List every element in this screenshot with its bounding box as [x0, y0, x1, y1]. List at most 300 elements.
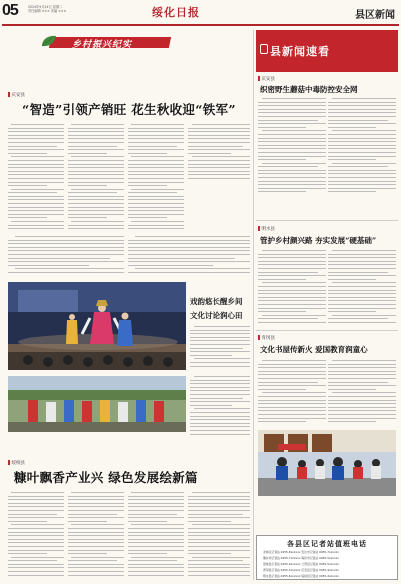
text-line [8, 514, 57, 515]
text-line [128, 546, 184, 547]
text-line [68, 128, 124, 129]
bottom-text-col-2 [68, 492, 124, 580]
text-line [8, 553, 47, 554]
text-line [128, 167, 184, 168]
text-line [190, 426, 250, 427]
right-story2-col-1 [258, 250, 326, 326]
text-line [68, 174, 124, 175]
text-line [188, 499, 250, 500]
text-line [258, 322, 326, 323]
text-line [328, 152, 396, 153]
text-line [258, 400, 326, 401]
text-line [128, 532, 184, 533]
text-line [131, 189, 184, 190]
text-line [328, 170, 396, 171]
text-line [328, 257, 396, 258]
photo-side-text-2 [190, 376, 250, 438]
text-line [328, 297, 396, 298]
column-band [40, 33, 190, 49]
right-story3-col-2 [328, 360, 396, 428]
text-line [188, 560, 243, 561]
text-line [328, 275, 396, 276]
text-line [332, 360, 396, 361]
bottom-story-tag-text: 绥棱县 [11, 461, 25, 466]
text-line [71, 524, 124, 525]
text-line [332, 98, 396, 99]
text-line [258, 286, 326, 287]
lead-headline: “智造”引领产销旺 花生秋收迎“铁军” [22, 102, 236, 117]
text-line [328, 148, 396, 149]
text-line [258, 141, 326, 142]
text-line [8, 225, 64, 226]
text-line [328, 177, 396, 178]
text-line [68, 164, 124, 165]
text-line [188, 149, 250, 150]
text-line [194, 358, 250, 359]
text-line [328, 418, 396, 419]
text-line [68, 135, 124, 136]
text-line [188, 167, 250, 168]
text-line [328, 184, 396, 185]
text-line [258, 318, 318, 319]
bottom-text-col-1 [8, 492, 64, 580]
outdoor-event-illustration [8, 376, 186, 432]
text-line [128, 514, 177, 515]
text-line [258, 177, 326, 178]
text-line [192, 524, 250, 525]
text-line [328, 127, 376, 128]
text-line [258, 188, 326, 189]
text-line [190, 434, 250, 435]
text-line [68, 503, 124, 504]
text-line [128, 503, 184, 504]
text-line [192, 557, 250, 558]
text-line [131, 221, 184, 222]
text-line [258, 264, 326, 265]
text-line [8, 258, 110, 259]
text-line [128, 521, 167, 522]
text-line [68, 138, 124, 139]
text-line [332, 392, 396, 393]
text-line [328, 264, 396, 265]
text-line [8, 240, 124, 241]
text-line [258, 308, 326, 309]
text-line [128, 164, 184, 165]
text-line [258, 261, 326, 262]
text-line [190, 351, 250, 352]
right-story1-tag [258, 76, 275, 82]
photo-overlay-title-1: 戏韵悠长醒乡间 [190, 297, 243, 306]
text-line [128, 149, 184, 150]
text-line [128, 153, 167, 154]
text-line [258, 184, 326, 185]
text-line [188, 514, 243, 515]
text-line [258, 254, 326, 255]
text-line [68, 546, 124, 547]
text-line [258, 156, 326, 157]
text-line [258, 311, 306, 312]
text-line [190, 390, 250, 391]
text-line [128, 228, 184, 229]
text-line [190, 333, 250, 334]
text-line [128, 517, 184, 518]
text-line [8, 167, 64, 168]
text-line [328, 304, 396, 305]
text-line [332, 315, 396, 316]
text-line [128, 160, 184, 161]
text-line [188, 510, 250, 511]
right-column-title: 县新闻速看 [270, 45, 330, 58]
text-line [128, 550, 184, 551]
text-line [190, 419, 250, 420]
text-line [68, 217, 107, 218]
text-line [258, 389, 306, 390]
text-line [8, 272, 124, 273]
text-line [11, 156, 64, 157]
text-line [258, 109, 326, 110]
text-line [68, 496, 124, 497]
text-line [188, 128, 250, 129]
text-line [328, 112, 396, 113]
text-line [8, 203, 64, 204]
band-title: 乡村振兴纪实 [72, 40, 133, 50]
text-line [190, 348, 243, 349]
text-line [188, 131, 250, 132]
text-line [258, 290, 326, 291]
text-line [11, 189, 64, 190]
text-line [190, 355, 232, 356]
text-line [328, 145, 396, 146]
text-line [68, 560, 117, 561]
text-line [258, 138, 326, 139]
text-line [8, 174, 64, 175]
right-story2-headline: 管护乡村颜兴路 夯实发展“硬基础” [260, 236, 377, 245]
text-line [131, 524, 184, 525]
text-line [128, 243, 250, 244]
text-line [128, 185, 167, 186]
right-story1-col-1 [258, 98, 326, 198]
lead-text-continued [8, 236, 124, 276]
text-line [258, 418, 326, 419]
text-line [68, 535, 124, 536]
right-story3-headline: 文化书屋传新火 爱国教育润童心 [260, 345, 368, 354]
text-line [328, 378, 396, 379]
text-line [188, 164, 250, 165]
text-line [68, 514, 117, 515]
text-line [128, 272, 250, 273]
text-line [190, 412, 250, 413]
contact-row: 北林区记者站 0455-8xxxxxx 安达市记者站 0455-7xxxxxx [263, 550, 339, 554]
text-line [194, 376, 250, 377]
text-line [328, 318, 388, 319]
text-line [128, 499, 184, 500]
text-line [258, 293, 326, 294]
text-line [68, 499, 124, 500]
text-line [258, 421, 306, 422]
text-line [131, 156, 184, 157]
text-line [188, 160, 250, 161]
text-line [328, 181, 396, 182]
text-line [8, 153, 47, 154]
lead-story-tag-text: 庆安县 [11, 93, 25, 98]
text-line [258, 112, 326, 113]
text-line [68, 225, 124, 226]
text-line [328, 374, 396, 375]
text-line [8, 243, 124, 244]
text-line [68, 564, 124, 565]
text-line [258, 304, 326, 305]
text-line [328, 367, 396, 368]
lead-story-tag [8, 92, 25, 98]
newspaper-logo: 绥化日报 [152, 6, 200, 19]
text-line [258, 123, 326, 124]
text-line [8, 560, 57, 561]
right-story3-tag [258, 335, 275, 341]
text-line [188, 564, 250, 565]
text-line [328, 311, 376, 312]
contact-box [256, 535, 398, 580]
text-line [188, 532, 250, 533]
text-line [131, 492, 184, 493]
text-line [262, 392, 326, 393]
text-line [68, 510, 124, 511]
text-line [8, 217, 47, 218]
text-line [258, 410, 326, 411]
text-line [190, 416, 250, 417]
text-line [332, 163, 396, 164]
text-line [128, 528, 184, 529]
text-line [8, 146, 57, 147]
text-line [332, 282, 396, 283]
text-line [328, 102, 396, 103]
text-line [8, 185, 47, 186]
text-line [68, 203, 124, 204]
text-line [128, 142, 184, 143]
outdoor-event-photo [8, 376, 186, 432]
text-line [68, 532, 124, 533]
text-line [188, 506, 250, 507]
text-line [68, 149, 124, 150]
text-line [8, 160, 64, 161]
text-line [8, 199, 64, 200]
text-line [8, 131, 64, 132]
text-line [188, 553, 231, 554]
text-line [8, 532, 64, 533]
text-line [258, 145, 326, 146]
text-line [328, 308, 396, 309]
right-divider-1 [256, 220, 398, 221]
text-line [188, 550, 250, 551]
text-line [328, 138, 396, 139]
text-line [68, 506, 124, 507]
text-line [188, 539, 250, 540]
text-line [11, 557, 64, 558]
text-line [258, 148, 326, 149]
text-line [192, 156, 250, 157]
text-line [258, 166, 318, 167]
bottom-headline: 糠叶飘香产业兴 绿色发展绘新篇 [14, 470, 198, 485]
text-line [68, 153, 107, 154]
text-line [262, 250, 326, 251]
text-line [188, 496, 250, 497]
right-photo-caption [258, 498, 396, 512]
text-line [190, 340, 250, 341]
text-line [128, 192, 177, 193]
text-line [328, 322, 396, 323]
text-line [328, 371, 396, 372]
text-line [8, 210, 64, 211]
text-line [258, 403, 326, 404]
text-line [328, 407, 396, 408]
right-column [256, 30, 398, 580]
text-line [188, 535, 250, 536]
text-line [8, 521, 47, 522]
text-line [328, 268, 396, 269]
text-line [328, 396, 396, 397]
text-line [128, 261, 250, 262]
text-line [71, 156, 124, 157]
text-line [328, 382, 388, 383]
text-line [128, 214, 184, 215]
text-line [8, 571, 64, 572]
text-line [190, 398, 243, 399]
text-line [68, 542, 124, 543]
right-story2-tag [258, 226, 275, 232]
text-line [188, 521, 231, 522]
text-line [8, 499, 64, 500]
text-line [8, 546, 64, 547]
text-line [8, 550, 64, 551]
right-story2-col-2 [328, 250, 396, 326]
text-line [258, 279, 306, 280]
text-line [328, 188, 396, 189]
right-story1-col-2 [328, 98, 396, 198]
text-line [128, 510, 184, 511]
text-line [190, 387, 250, 388]
text-line [128, 542, 184, 543]
text-line [68, 185, 107, 186]
text-line [258, 159, 306, 160]
text-line [258, 385, 326, 386]
text-line [190, 344, 250, 345]
text-line [188, 178, 250, 179]
text-line [128, 138, 184, 139]
issue-editor: 责任编辑 ××× 美编 ××× [28, 9, 67, 13]
text-line [8, 196, 64, 197]
text-line [328, 410, 396, 411]
contact-row: 肇东市记者站 0455-7xxxxxx 海伦市记者站 0455-5xxxxxx [263, 556, 339, 560]
photo-side-text [190, 326, 250, 370]
text-line [190, 330, 250, 331]
page-header [2, 2, 399, 26]
text-line [128, 564, 184, 565]
text-line [190, 423, 250, 424]
text-line [128, 207, 184, 208]
text-line [8, 178, 64, 179]
text-line [128, 265, 213, 266]
text-line [328, 290, 396, 291]
text-line [68, 182, 124, 183]
text-line [188, 542, 250, 543]
text-line [8, 575, 64, 576]
text-line [188, 517, 250, 518]
text-line [68, 575, 124, 576]
text-line [128, 210, 184, 211]
text-line [128, 258, 235, 259]
text-line [128, 178, 184, 179]
text-line [128, 567, 184, 568]
text-line [258, 396, 326, 397]
text-line [8, 506, 64, 507]
text-line [188, 567, 250, 568]
text-line [68, 167, 124, 168]
text-line [328, 191, 376, 192]
text-line [328, 421, 376, 422]
text-line [68, 553, 107, 554]
text-line [190, 366, 250, 367]
text-line [188, 146, 243, 147]
text-line [262, 98, 326, 99]
text-line [258, 170, 326, 171]
text-line [258, 268, 326, 269]
text-line [15, 268, 124, 269]
text-line [11, 524, 64, 525]
text-line [128, 553, 167, 554]
text-line [71, 124, 124, 125]
text-line [68, 228, 124, 229]
text-line [328, 293, 396, 294]
text-line [8, 510, 64, 511]
text-line [188, 174, 250, 175]
photo-caption [8, 434, 186, 450]
text-line [332, 250, 396, 251]
text-line [262, 315, 326, 316]
text-line [192, 124, 250, 125]
text-line [128, 539, 184, 540]
text-line [328, 105, 396, 106]
text-line [328, 403, 396, 404]
text-line [11, 124, 64, 125]
library-illustration [258, 430, 396, 496]
text-line [8, 164, 64, 165]
text-line [8, 265, 89, 266]
text-line [68, 146, 117, 147]
text-line [258, 173, 326, 174]
text-line [8, 214, 64, 215]
text-line [128, 225, 184, 226]
page-number: 05 [2, 2, 18, 19]
text-line [128, 199, 184, 200]
text-line [128, 254, 250, 255]
opera-stage-illustration [8, 282, 186, 370]
text-line [188, 528, 250, 529]
text-line [188, 135, 250, 136]
text-line [258, 272, 318, 273]
text-line [128, 575, 184, 576]
text-line [188, 138, 250, 139]
text-line [328, 123, 396, 124]
text-line [128, 560, 177, 561]
text-line [8, 496, 64, 497]
text-line [71, 557, 124, 558]
text-line [8, 528, 64, 529]
text-line [68, 214, 124, 215]
text-line [68, 131, 124, 132]
text-line [190, 362, 250, 363]
text-line [128, 250, 250, 251]
text-line [258, 300, 326, 301]
text-line [328, 156, 396, 157]
